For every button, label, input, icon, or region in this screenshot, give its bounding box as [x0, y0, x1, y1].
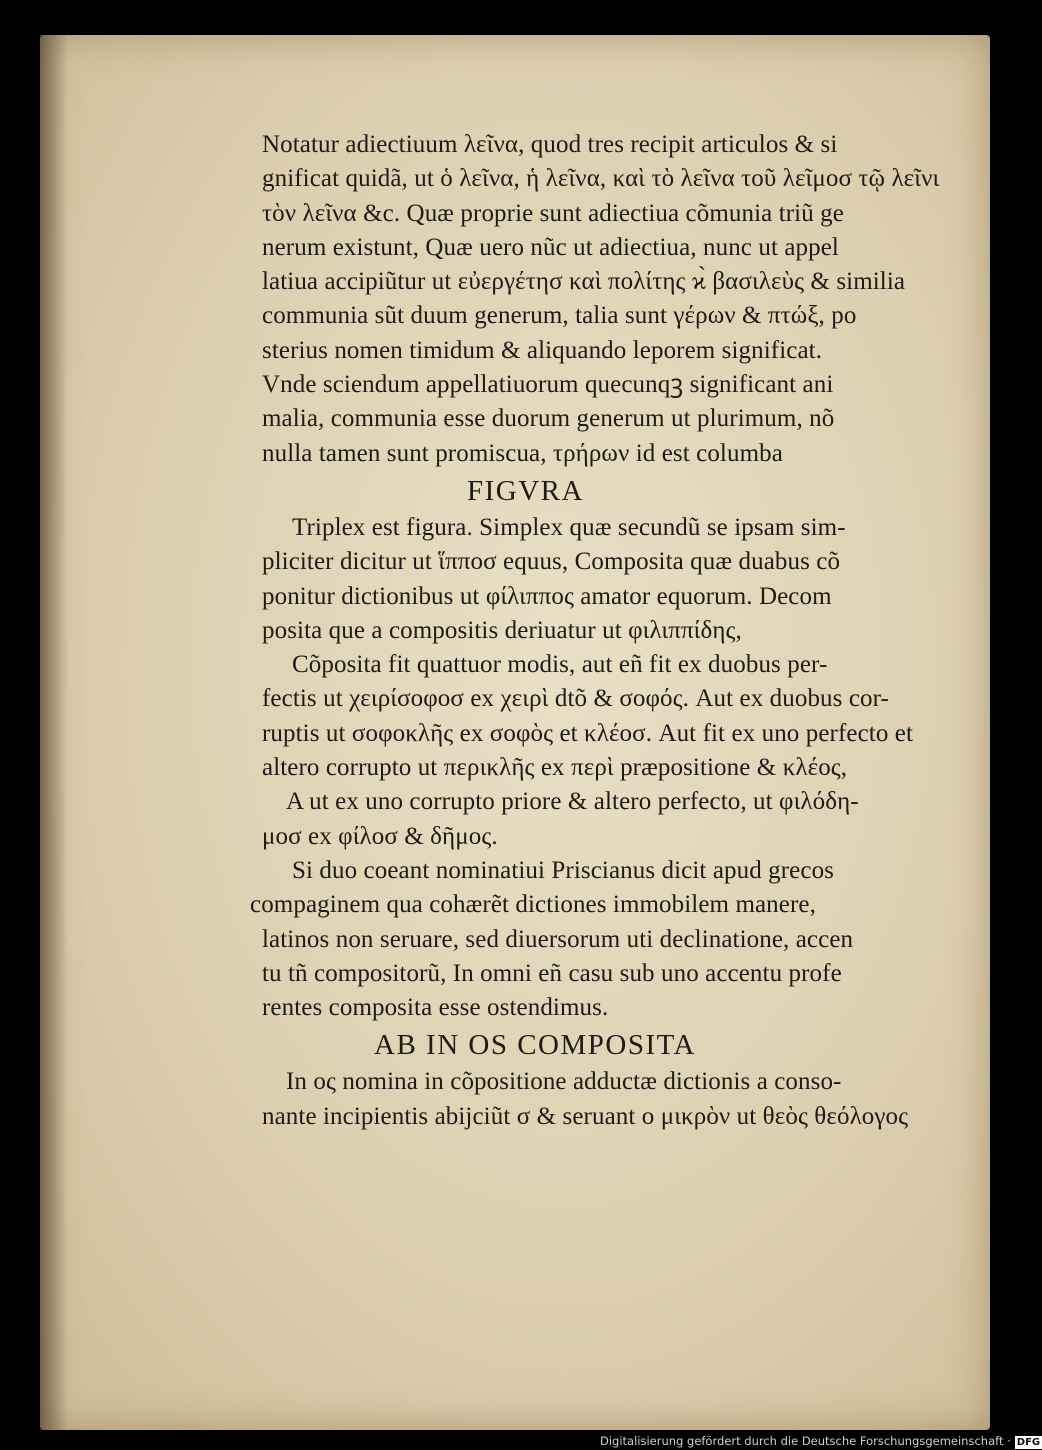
section-heading-figura: FIGVRA [467, 474, 584, 507]
dfg-logo: DFG [1016, 1437, 1041, 1448]
text-line: rentes composita esse ostendimus. [262, 994, 609, 1022]
text-line: Si duo coeant nominatiui Priscianus dicit apud grecos [292, 856, 835, 884]
text-line: Triplex est figura. Simplex quæ secundũ se ipsam sim- [292, 513, 846, 541]
text-line: compaginem qua cohærẽt dictiones immobilem manere, [250, 891, 816, 919]
text-line: posita que a compositis deriuatur ut φιλιππίδης, [262, 616, 742, 644]
text-line: nante incipientis abijciũt σ & seruant ο μικρὸν ut θεὸς θεόλογος [262, 1102, 909, 1130]
text-line: latinos non seruare, sed diuersorum uti declinatione, accen [262, 925, 854, 953]
text-line: pliciter dicitur ut ἵπποσ equus, Composita quæ duabus cõ [262, 548, 841, 576]
text-line: A ut ex uno corrupto priore & altero perfecto, ut φιλόδη- [286, 788, 859, 816]
text-line: Vnde sciendum appellatiuorum quecunqꝫ significant ani [262, 371, 834, 399]
text-line: nerum existunt, Quæ uero nũc ut adiectiua, nunc ut appel [262, 233, 839, 261]
page-spine-shadow [40, 35, 68, 1430]
text-line: malia, communia esse duorum generum ut plurimum, nõ [262, 405, 835, 433]
section-heading-ab-in-os: AB IN OS COMPOSITA [374, 1029, 696, 1062]
digitization-footer: Digitalisierung gefördert durch die Deutsche Forschungsgemeinschaft · DFG [600, 1434, 1041, 1448]
text-line: ruptis ut σοφοκλῆς ex σοφὸς et κλέοσ. Aut fit ex uno perfecto et [262, 719, 914, 747]
text-line: In ος nomina in cõpositione adductæ dictionis a conso- [286, 1068, 842, 1096]
text-line: gnificat quidã, ut ὁ λεῖνα, ἡ λεῖνα, καὶ τὸ λεῖνα τοῦ λεῖμοσ τῷ λεῖνι [262, 165, 940, 193]
text-line: latiua accipiũtur ut εὐεργέτησ καὶ πολίτης ϰ̀ βασιλεὺς & similia [262, 268, 906, 296]
text-line: μοσ ex φίλοσ & δῆμος. [262, 822, 498, 850]
text-line: fectis ut χειρίσοφοσ ex χειρὶ dtõ & σοφός. Aut ex duobus cor- [262, 685, 889, 713]
text-line: ponitur dictionibus ut φίλιππος amator equorum. Decom [262, 582, 832, 610]
footer-text: Digitalisierung gefördert durch die Deutsche Forschungsgemeinschaft [600, 1434, 1004, 1448]
text-line: altero corrupto ut περικλῆς ex περὶ præpositione & κλέος, [262, 754, 848, 782]
text-block [250, 128, 952, 1134]
text-line: sterius nomen timidum & aliquando leporem significat. [262, 336, 823, 364]
text-line: nulla tamen sunt promiscua, τρήρων id est columba [262, 439, 783, 467]
text-line: Cõposita fit quattuor modis, aut eñ fit ex duobus per- [292, 651, 828, 679]
text-line: communia sũt duum generum, talia sunt γέρων & πτώξ, po [262, 302, 857, 330]
text-line: τὸν λεῖνα &c. Quæ proprie sunt adiectiua cõmunia triũ ge [262, 199, 844, 227]
text-line: tu tñ compositorũ, In omni eñ casu sub uno accentu profe [262, 959, 842, 987]
text-line: Notatur adiectiuum λεῖνα, quod tres recipit articulos & si [262, 131, 838, 158]
